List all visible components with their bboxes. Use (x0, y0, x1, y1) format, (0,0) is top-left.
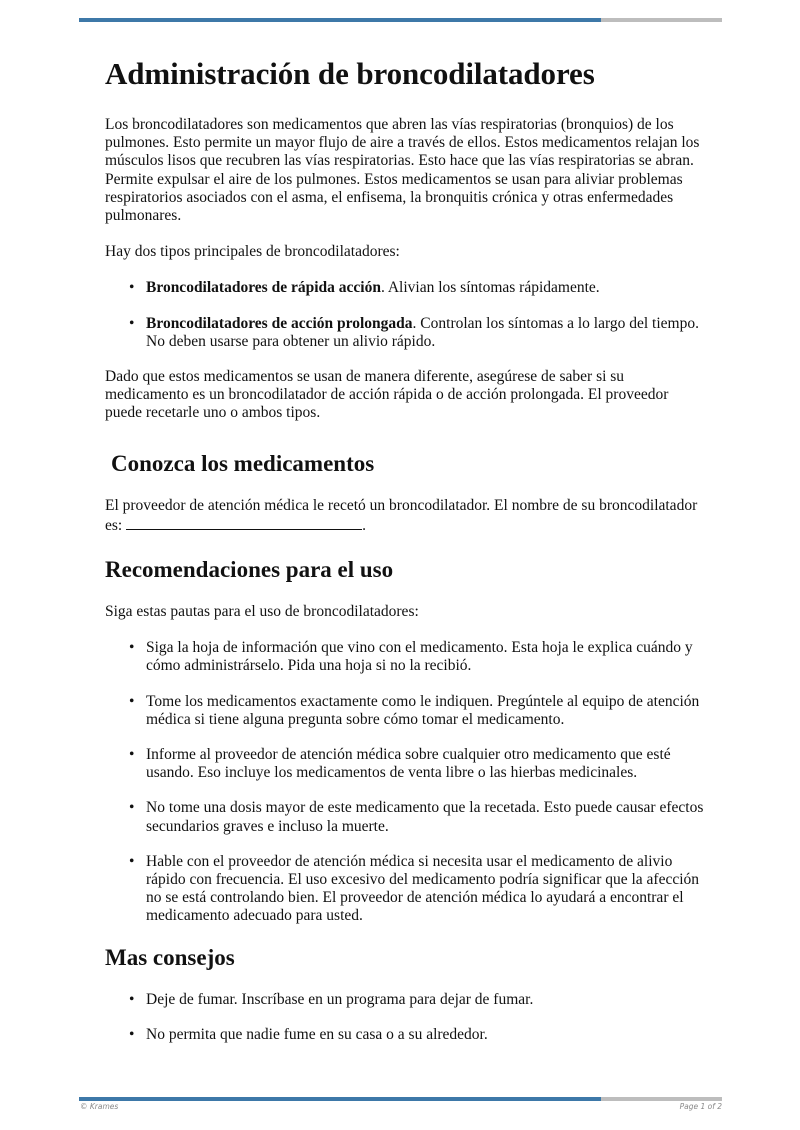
list-item-text: Tome los medicamentos exactamente como le indiquen. Pregúntele al equipo de atención médica si tiene alguna pregunta sobre cómo tomar el medicamento. (146, 692, 700, 728)
intro-paragraph: Los broncodilatadores son medicamentos que abren las vías respiratorias (bronquios) de los pulmones. Esto permite un mayor flujo de aire a través de ellos. Estos medicamentos relajan los músculos lisos que recubren las vías respiratorias. Esto hace que las vías respiratorias se abran. Permite expulsar el aire de los pulmones. Estos medicamentos se usan para aliviar problemas respiratorios asociados con el asma, el enfisema, la bronquitis crónica y otras enfermedades pulmonares. (105, 116, 700, 225)
list-item-text: No permita que nadie fume en su casa o a su alrededor. (146, 1025, 488, 1043)
list-item (105, 1026, 705, 1044)
list-item-text: Deje de fumar. Inscríbase en un programa para dejar de fumar. (146, 990, 534, 1008)
section-heading-tips: Mas consejos (105, 944, 235, 970)
type-description: . Controlan los síntomas a lo largo del tiempo. No deben usarse para obtener un alivio rápido. (146, 314, 699, 350)
medication-name-blank[interactable] (126, 515, 362, 530)
document-body (105, 52, 705, 1061)
types-list (105, 279, 705, 351)
bullet-icon: • (129, 692, 135, 710)
recommendations-lead: Siga estas pautas para el uso de broncodilatadores: (105, 603, 419, 621)
list-item (105, 315, 705, 351)
list-item (105, 799, 705, 835)
footer-bar-grey (601, 1097, 722, 1101)
list-item-text: Hable con el proveedor de atención médica si necesita usar el medicamento de alivio rápido con frecuencia. El uso excesivo del medicamento podría significar que la afección no se está controlando bien. El proveedor de atención médica lo ayudará a encontrar el medicamento adecuado para usted. (146, 852, 700, 925)
bullet-icon: • (129, 746, 135, 764)
bullet-icon: • (129, 799, 135, 817)
copyright: © Krames (80, 1102, 119, 1111)
list-item (105, 693, 705, 729)
know-paragraph (105, 497, 705, 535)
list-item-text: Informe al proveedor de atención médica sobre cualquier otro medicamento que esté usando. Eso incluye los medicamentos de venta libre o las hierbas medicinales. (146, 746, 671, 782)
bullet-icon: • (129, 279, 135, 297)
list-item (105, 853, 705, 926)
footer-divider-bar (79, 1097, 722, 1101)
type-description: . Alivian los síntomas rápidamente. (380, 279, 600, 297)
list-item (105, 639, 705, 675)
list-item (105, 991, 705, 1009)
know-text: El proveedor de atención médica le recetó un broncodilatador. El nombre de su broncodilatador es: (105, 496, 698, 534)
list-item-text: Siga la hoja de información que vino con el medicamento. Esta hoja le explica cuándo y cómo administrárselo. Pida una hoja si no la recibió. (146, 639, 693, 675)
bullet-icon: • (129, 990, 135, 1008)
list-item (105, 746, 705, 782)
header-divider-bar (79, 18, 722, 22)
types-lead: Hay dos tipos principales de broncodilatadores: (105, 243, 400, 261)
bullet-icon: • (129, 639, 135, 657)
type-name: Broncodilatadores de rápida acción (146, 279, 381, 297)
header-bar-accent (79, 18, 601, 22)
type-name: Broncodilatadores de acción prolongada (146, 314, 413, 332)
recommendations-list (105, 639, 705, 925)
difference-paragraph: Dado que estos medicamentos se usan de manera diferente, asegúrese de saber si su medicamento es un broncodilatador de acción rápida o de acción prolongada. El proveedor puede recetarle uno o ambos tipos. (105, 368, 669, 422)
page-number: Page 1 of 2 (679, 1102, 722, 1111)
bullet-icon: • (129, 852, 135, 870)
know-text-end: . (362, 516, 366, 534)
page-title: Administración de broncodilatadores (105, 56, 595, 91)
footer-bar-accent (79, 1097, 601, 1101)
header-bar-grey (601, 18, 722, 22)
section-heading-recommendations: Recomendaciones para el uso (105, 557, 394, 583)
bullet-icon: • (129, 1025, 135, 1043)
section-heading-know: Conozca los medicamentos (111, 450, 375, 476)
tips-list (105, 991, 705, 1044)
list-item-text: No tome una dosis mayor de este medicamento que la recetada. Esto puede causar efectos secundarios graves e incluso la muerte. (146, 799, 704, 835)
bullet-icon: • (129, 314, 135, 332)
list-item (105, 279, 705, 297)
